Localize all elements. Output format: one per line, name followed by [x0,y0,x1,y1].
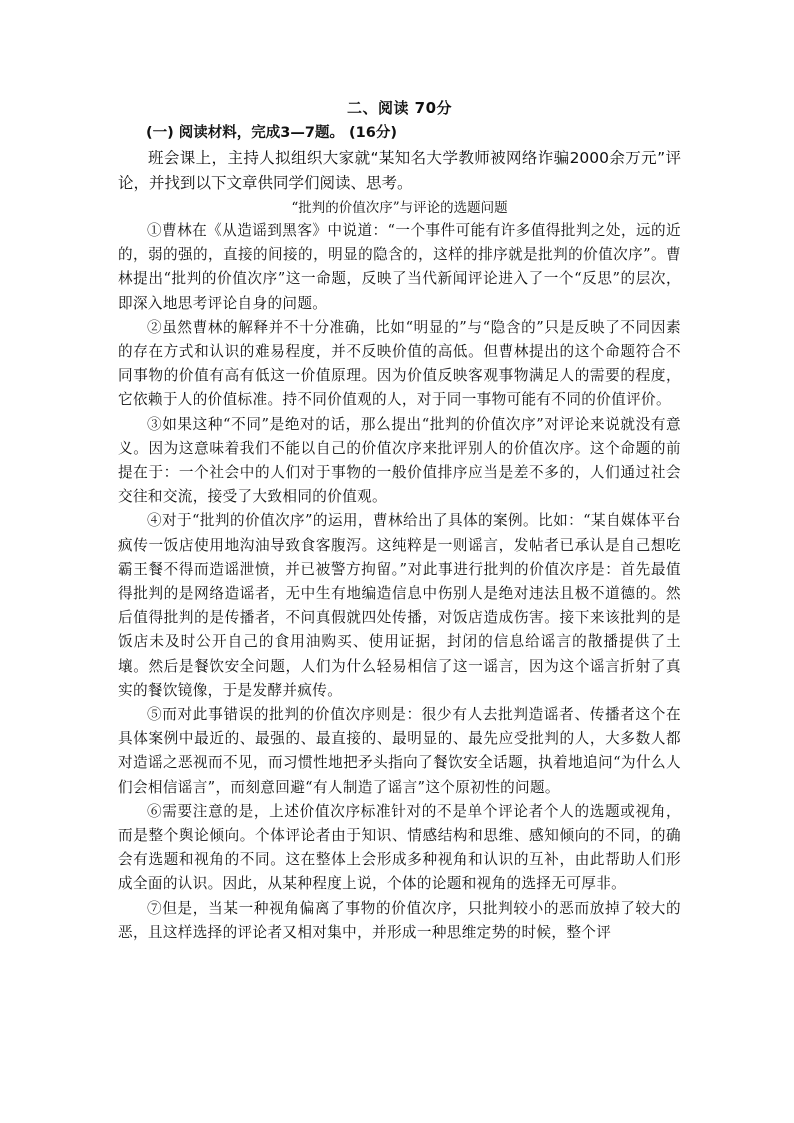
article-title: “批判的价值次序”与评论的选题问题 [291,200,508,216]
subsection-heading: (一) 阅读材料，完成3—7题。 (16分) [146,125,397,141]
intro-paragraph: 班会课上，主持人拟组织大家就“某知名大学教师被网络诈骗2000余万元”评论，并找到以下文章供同学们阅读、思考。 [118,149,681,192]
article-paragraph-7: ⑦但是，当某一种视角偏离了事物的价值次序，只批判较小的恶而放掉了较大的恶，且这样选择的评论者又相对集中，并形成一种思维定势的时候，整个评 [118,899,681,941]
article-paragraph-4: ④对于“批判的价值次序”的运用，曹林给出了具体的案例。比如：“某自媒体平台疯传一饭店使用地沟油导致食客腹泻。这纯粹是一则谣言，发帖者已承认是自己想吃霸王餐不得而造谣泄愤，并已被警方拘留。”对此事进行批判的价值次序是：首先最值得批判的是网络造谣者，无中生有地编造信息中伤别人是绝对违法且极不道德的。然后值得批判的是传播者，不问真假就四处传播，对饭店造成伤害。接下来该批判的是饭店未及时公开自己的食用油购买、使用证据，封闭的信息给谣言的散播提供了土壤。然后是餐饮安全问题，人们为什么轻易相信了这一谣言，因为这个谣言折射了真实的餐饮镜像，于是发酵并疯传。 [118,512,681,699]
article-paragraph-6: ⑥需要注意的是，上述价值次序标准针对的不是单个评论者个人的选题或视角，而是整个舆论倾向。个体评论者由于知识、情感结构和思维、感知倾向的不同，的确会有选题和视角的不同。这在整体上会形成多种视角和认识的互补，由此帮助人们形成全面的认识。因此，从某种程度上说，个体的论题和视角的选择无可厚非。 [118,802,681,893]
section-heading: 二、阅读 70分 [346,99,453,117]
article-paragraph-2: ②虽然曹林的解释并不十分准确，比如“明显的”与“隐含的”只是反映了不同因素的存在方式和认识的难易程度，并不反映价值的高低。但曹林提出的这个命题符合不同事物的价值有高有低这一价值原理。因为价值反映客观事物满足人的需要的程度，它依赖于人的价值标准。持不同价值观的人，对于同一事物可能有不同的价值评价。 [118,318,681,409]
document-page [118,96,681,945]
article-paragraph-5: ⑤而对此事错误的批判的价值次序则是：很少有人去批判造谣者、传播者这个在具体案例中最近的、最强的、最直接的、最明显的、最先应受批判的人，大多数人都对造谣之恶视而不见，而习惯性地把矛头指向了餐饮安全话题，执着地追问“为什么人们会相信谣言”，而刻意回避“有人制造了谣言”这个原初性的问题。 [118,706,681,796]
article-paragraph-1: ①曹林在《从造谣到黑客》中说道：“一个事件可能有许多值得批判之处，远的近的，弱的强的，直接的间接的，明显的隐含的，这样的排序就是批判的价值次序”。曹林提出“批判的价值次序”这一命题，反映了当代新闻评论进入了一个“反思”的层次，即深入地思考评论自身的问题。 [118,222,681,312]
article-paragraph-3: ③如果这种“不同”是绝对的话，那么提出“批判的价值次序”对评论来说就没有意义。因为这意味着我们不能以自己的价值次序来批评别人的价值次序。这个命题的前提在于：一个社会中的人们对于事物的一般价值排序应当是差不多的，人们通过社会交往和交流，接受了大致相同的价值观。 [118,415,681,506]
